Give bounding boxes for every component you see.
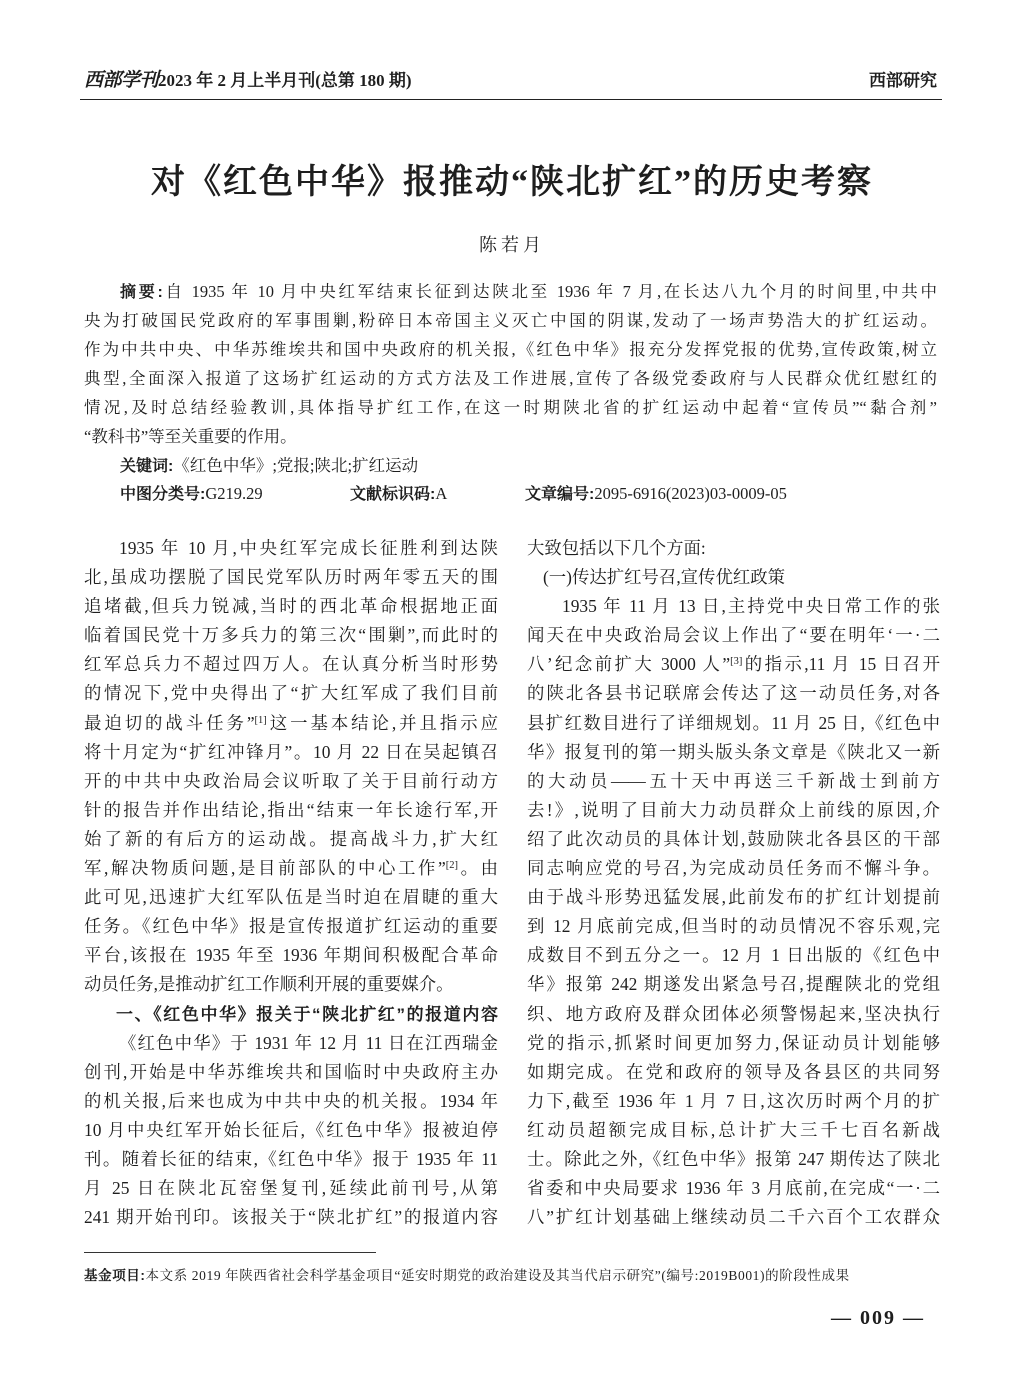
text-line: 华》报复刊的第一期头版头条文章是《陕北又一新: [527, 741, 940, 762]
text-line: 241 期开始刊印。该报关于“陕北扩红”的报道内容: [84, 1207, 498, 1228]
text-line: 追堵截,但兵力锐减,当时的西北革命根据地正面: [84, 596, 498, 617]
text-line: 10 月中央红军开始长征后,《红色中华》报被迫停: [84, 1119, 498, 1140]
text-line: 成数目不到五分之一。12 月 1 日出版的《红色中: [527, 945, 940, 966]
text-line: 的情况下,党中央得出了“扩大红军成了我们目前: [84, 683, 498, 704]
text-line: 省委和中央局要求 1936 年 3 月底前,在完成“一·二: [527, 1178, 940, 1199]
text-line: 士。除此之外,《红色中华》报第 247 期传达了陕北: [527, 1148, 940, 1169]
abstract-text: 央为打破国民党政府的军事围剿,粉碎日本帝国主义灭亡中国的阴谋,发动了一场声势浩大的扩红运动。: [84, 311, 937, 330]
line-text: 。由: [457, 858, 498, 879]
text-line: 党的指示,抓紧时间更加努力,保证动员计划能够: [527, 1032, 940, 1053]
text-line: 八”扩红计划基础上继续动员二千六百个工农群众: [527, 1207, 940, 1228]
citation-marker: [1]: [254, 714, 267, 726]
document-code-label: 文献标识码:: [350, 486, 436, 503]
section-heading: 一、《红色中华》报关于“陕北扩红”的报道内容: [116, 1004, 498, 1024]
author-name: 陈若月: [479, 235, 545, 255]
text-line: 动员任务,是推动扩红工作顺利开展的重要媒介。: [84, 974, 454, 995]
text-line: 县扩红数目进行了详细规划。11 月 25 日,《红色中: [527, 712, 940, 733]
right-column: [527, 534, 940, 1234]
text-line: 开的中共中央政治局会议听取了关于目前行动方: [84, 770, 498, 791]
text-line: 始了新的有后方的运动战。提高战斗力,扩大红: [84, 828, 498, 849]
abstract-line: [84, 422, 937, 451]
abstract-text: 作为中共中央、中华苏维埃共和国中央政府的机关报,《红色中华》报充分发挥党报的优势,宣传政策,树立: [84, 340, 937, 359]
funding-footnote: [84, 1264, 934, 1288]
abstract: [84, 277, 937, 451]
text-line: 去!》,说明了目前大力动员群众上前线的原因,介: [527, 799, 940, 820]
running-header-left: [84, 66, 412, 96]
keywords-value: 《红色中华》;党报;陕北;扩红运动: [173, 456, 419, 475]
issue-info: 2023 年 2 月上半月刊(总第 180 期): [158, 71, 412, 90]
clc-number: [120, 479, 263, 508]
text-line: 临着国民党十万多兵力的第三次“围剿”,而此时的: [84, 625, 498, 646]
text-line: 1935 年 11 月 13 日,主持党中央日常工作的张: [562, 596, 940, 617]
header-rule: [80, 99, 942, 100]
text-line: 织、地方政府及群众团体必须警惕起来,坚决执行: [527, 1003, 940, 1024]
text-line: 的大动员——五十天中再送三千新战士到前方: [527, 770, 940, 791]
text-line: 红军总兵力不超过四万人。在认真分析当时形势: [84, 654, 498, 675]
text-line: [84, 854, 498, 883]
document-code-value: A: [435, 484, 448, 503]
text-line: 的机关报,后来也成为中共中央的机关报。1934 年: [84, 1090, 498, 1111]
citation-marker: [3]: [730, 656, 743, 668]
text-line: 刊。随着长征的结束,《红色中华》报于 1935 年 11: [84, 1148, 498, 1169]
text-line: 将十月定为“扩红冲锋月”。10 月 22 日在吴起镇召: [84, 741, 498, 762]
text-line: 《红色中华》于 1931 年 12 月 11 日在江西瑞金: [119, 1032, 498, 1053]
line-text: 军,解决物质问题,是目前部队的中心工作”: [84, 858, 446, 879]
keywords-label: 关键词:: [120, 458, 174, 475]
article-number-value: 2095-6916(2023)03-0009-05: [594, 484, 787, 503]
text-line: 北,虽成功摆脱了国民党军队历时两年零五天的围: [84, 567, 498, 588]
abstract-line: [84, 393, 937, 422]
line-text: 八’纪念前扩大 3000 人”: [527, 654, 731, 675]
abstract-text: 典型,全面深入报道了这场扩红运动的方式方法及工作进展,宣传了各级党委政府与人民群众优红慰红的: [84, 369, 937, 388]
paragraph: [527, 534, 940, 563]
abstract-line: [84, 306, 937, 335]
line-text: 最迫切的战斗任务”: [84, 712, 255, 733]
abstract-line: [84, 364, 937, 393]
line-text: 这一基本结论,并且指示应: [266, 712, 498, 733]
abstract-text: “教科书”等至关重要的作用。: [84, 427, 297, 446]
text-line: 大致包括以下几个方面:: [527, 538, 706, 558]
abstract-text: 自 1935 年 10 月中央红军结束长征到达陕北至 1936 年 7 月,在长达八九个月的时间里,中共中: [162, 282, 937, 301]
text-line: 同志响应党的号召,为完成动员任务而不懈斗争。: [527, 858, 940, 879]
text-line: 1935 年 10 月,中央红军完成长征胜利到达陕: [119, 538, 498, 558]
paragraph: [84, 534, 498, 1000]
text-line: 任务。《红色中华》报是宣传报道扩红运动的重要: [84, 916, 498, 937]
clc-value: G219.29: [205, 484, 263, 503]
abstract-line: [84, 335, 937, 364]
text-line: [527, 650, 940, 679]
paragraph: [527, 592, 940, 1232]
footnote-text: 本文系 2019 年陕西省社会科学基金项目“延安时期党的政治建设及其当代启示研究”(编号:2019B001)的阶段性成果: [145, 1268, 850, 1283]
footnote-rule: [84, 1252, 376, 1253]
paragraph: [84, 1029, 498, 1233]
text-line: 如期完成。在党和政府的领导及各县区的共同努: [527, 1061, 940, 1082]
page-number: — 009 —: [831, 1307, 925, 1329]
article-number: [525, 479, 787, 508]
abstract-text: 情况,及时总结经验教训,具体指导扩红工作,在这一时期陕北省的扩红运动中起着“宣传员”“黏合剂”: [84, 398, 937, 417]
abstract-label: 摘要:: [120, 284, 163, 301]
keywords: [120, 451, 418, 480]
text-line: 针的报告并作出结论,指出“结束一年长途行军,开: [84, 799, 498, 820]
text-line: 到 12 月底前完成,但当时的动员情况不容乐观,完: [527, 916, 940, 937]
text-line: 创刊,开始是中华苏维埃共和国临时中央政府主办: [84, 1061, 498, 1082]
line-text: 的指示,11 月 15 日召开: [742, 654, 940, 675]
text-line: 力下,截至 1936 年 1 月 7 日,这次历时两个月的扩: [527, 1090, 940, 1111]
abstract-line: [84, 277, 937, 306]
text-line: 月 25 日在陕北瓦窑堡复刊,延续此前刊号,从第: [84, 1178, 498, 1199]
section-name: 西部研究: [869, 71, 937, 90]
document-code: [350, 479, 447, 508]
clc-label: 中图分类号:: [120, 486, 206, 503]
article-title: 对《红色中华》报推动“陕北扩红”的历史考察: [151, 164, 873, 201]
text-line: 的陕北各县书记联席会传达了这一动员任务,对各: [527, 683, 940, 704]
citation-marker: [2]: [445, 860, 458, 872]
text-line: 红动员超额完成目标,总计扩大三千七百名新战: [527, 1119, 940, 1140]
text-line: 由于战斗形势迅猛发展,此前发布的扩红计划提前: [527, 887, 940, 908]
text-line: [84, 709, 498, 738]
text-line: 闻天在中央政治局会议上作出了“要在明年‘一·二: [527, 625, 940, 646]
article-number-label: 文章编号:: [525, 486, 595, 503]
left-column: [84, 534, 498, 1234]
text-line: 平台,该报在 1935 年至 1936 年期间积极配合革命: [84, 945, 498, 966]
text-line: 此可见,迅速扩大红军队伍是当时迫在眉睫的重大: [84, 887, 498, 908]
footnote-label: 基金项目:: [84, 1268, 146, 1283]
subsection-heading: (一)传达扩红号召,宣传优红政策: [543, 567, 786, 588]
journal-logo: 西部学刊: [84, 70, 159, 91]
text-line: 华》报第 242 期遂发出紧急号召,提醒陕北的党组: [527, 974, 940, 995]
text-line: 绍了此次动员的具体计划,鼓励陕北各县区的干部: [527, 828, 940, 849]
